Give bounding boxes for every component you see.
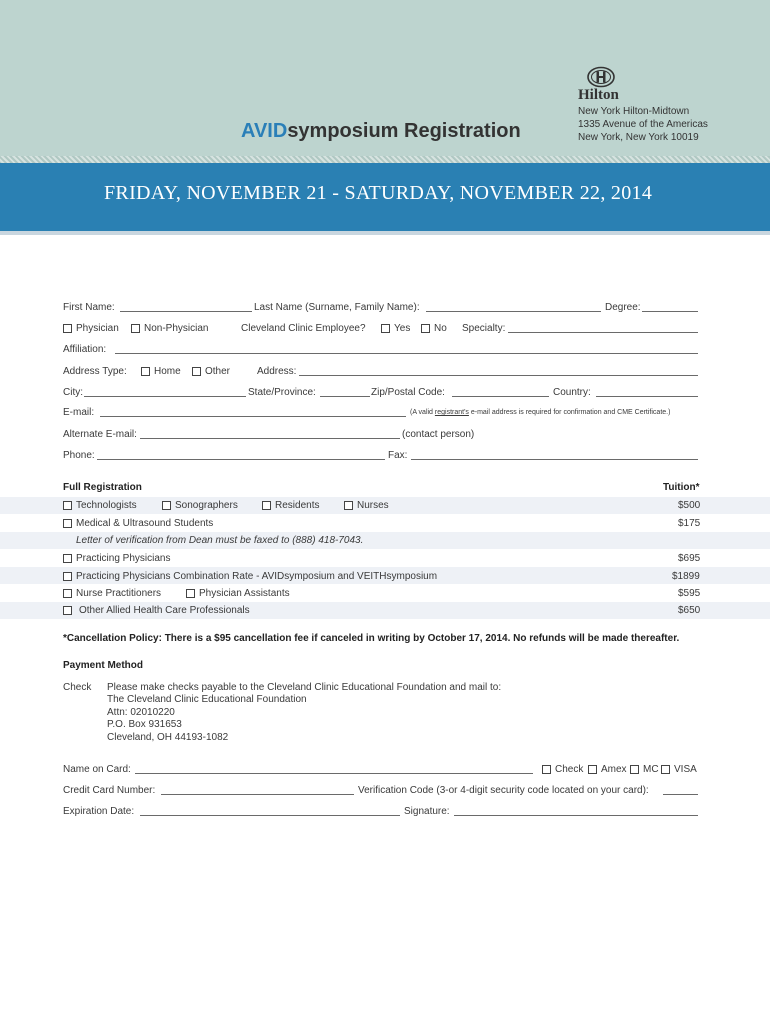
hotel-line: New York, New York 10019 — [578, 132, 699, 143]
physician-assistants-checkbox[interactable] — [186, 589, 195, 598]
hotel-line: New York Hilton-Midtown — [578, 106, 690, 117]
degree-label: Degree: — [605, 302, 641, 313]
mailing-address — [107, 694, 307, 744]
price-595: $595 — [678, 588, 701, 599]
hotel-address — [578, 105, 708, 144]
last-name-field[interactable] — [426, 311, 601, 312]
hilton-brand: Hilton — [578, 87, 619, 103]
check-instructions: Please make checks payable to the Cleveland Clinic Educational Foundation and mail to: — [107, 682, 502, 693]
nurses-checkbox[interactable] — [344, 501, 353, 510]
residents-checkbox[interactable] — [262, 501, 271, 510]
mc-checkbox[interactable] — [630, 765, 639, 774]
students-label: Medical & Ultrasound Students — [76, 518, 214, 529]
email-note-underline: registrant's — [434, 409, 469, 416]
other-address-checkbox[interactable] — [192, 367, 201, 376]
students-checkbox[interactable] — [63, 519, 72, 528]
alt-email-field[interactable] — [140, 438, 400, 439]
amex-checkbox[interactable] — [588, 765, 597, 774]
email-note-pre: (A valid — [410, 409, 435, 416]
name-on-card-field[interactable] — [135, 773, 533, 774]
price-650: $650 — [678, 605, 701, 616]
practicing-physicians-label: Practicing Physicians — [76, 553, 171, 564]
registration-heading: Full Registration — [63, 482, 142, 493]
price-500: $500 — [678, 500, 701, 511]
first-name-field[interactable] — [120, 311, 252, 312]
pay-check-checkbox[interactable] — [542, 765, 551, 774]
alt-email-label: Alternate E-mail: — [63, 429, 137, 440]
contact-person-label: (contact person) — [402, 429, 475, 440]
state-field[interactable] — [320, 396, 370, 397]
last-name-label: Last Name (Surname, Family Name): — [254, 302, 420, 313]
technologists-label: Technologists — [76, 500, 137, 511]
address-field[interactable] — [299, 375, 698, 376]
visa-checkbox[interactable] — [661, 765, 670, 774]
check-label: Check — [63, 682, 92, 693]
hotel-line: 1335 Avenue of the Americas — [578, 119, 708, 130]
phone-label: Phone: — [63, 450, 95, 461]
specialty-label: Specialty: — [462, 323, 506, 334]
amex-label: Amex — [601, 764, 627, 775]
zip-label: Zip/Postal Code: — [371, 387, 445, 398]
payment-heading: Payment Method — [63, 660, 144, 671]
price-1899: $1899 — [672, 571, 700, 582]
email-field[interactable] — [100, 416, 406, 417]
cancellation-policy: *Cancellation Policy: There is a $95 cancellation fee if canceled in writing by October 17, 2014. No refunds will be made thereafter. — [63, 633, 680, 644]
mailing-line: The Cleveland Clinic Educational Foundation — [107, 694, 307, 705]
employee-no-label: No — [434, 323, 447, 334]
employee-no-checkbox[interactable] — [421, 324, 430, 333]
cc-employee-label: Cleveland Clinic Employee? — [241, 323, 366, 334]
dean-letter-note: Letter of verification from Dean must be faxed to (888) 418-7043. — [76, 535, 364, 546]
verification-field[interactable] — [663, 794, 698, 795]
event-dates: FRIDAY, NOVEMBER 21 - SATURDAY, NOVEMBER 22, 2014 — [104, 182, 653, 204]
sonographers-label: Sonographers — [175, 500, 238, 511]
title-avid: AVID — [241, 120, 288, 142]
signature-field[interactable] — [454, 815, 698, 816]
pay-check-label: Check — [555, 764, 584, 775]
mailing-line: Attn: 02010220 — [107, 706, 175, 718]
nurses-label: Nurses — [357, 500, 389, 511]
affiliation-label: Affiliation: — [63, 344, 107, 355]
residents-label: Residents — [275, 500, 320, 511]
fax-label: Fax: — [388, 450, 408, 461]
combination-rate-checkbox[interactable] — [63, 572, 72, 581]
cc-number-label: Credit Card Number: — [63, 785, 156, 796]
state-label: State/Province: — [248, 387, 316, 398]
banner-shadow — [0, 231, 770, 235]
affiliation-field[interactable] — [115, 353, 698, 354]
name-on-card-label: Name on Card: — [63, 764, 131, 775]
sonographers-checkbox[interactable] — [162, 501, 171, 510]
mc-label: MC — [643, 764, 659, 775]
technologists-checkbox[interactable] — [63, 501, 72, 510]
mailing-line: Cleveland, OH 44193-1082 — [107, 731, 229, 743]
physician-checkbox[interactable] — [63, 324, 72, 333]
non-physician-label: Non-Physician — [144, 323, 209, 334]
specialty-field[interactable] — [508, 332, 698, 333]
address-type-label: Address Type: — [63, 366, 127, 377]
price-695: $695 — [678, 553, 701, 564]
verification-label: Verification Code (3-or 4-digit security code located on your card): — [358, 785, 649, 796]
signature-label: Signature: — [404, 806, 450, 817]
email-note — [410, 409, 670, 416]
home-checkbox[interactable] — [141, 367, 150, 376]
expiration-label: Expiration Date: — [63, 806, 135, 817]
degree-field[interactable] — [642, 311, 698, 312]
tuition-heading: Tuition* — [663, 482, 700, 493]
city-label: City: — [63, 387, 83, 398]
allied-health-label: Other Allied Health Care Professionals — [79, 605, 250, 616]
nurse-practitioners-label: Nurse Practitioners — [76, 588, 162, 599]
email-label: E-mail: — [63, 407, 95, 418]
zip-field[interactable] — [452, 396, 549, 397]
physician-label: Physician — [76, 323, 119, 334]
practicing-physicians-checkbox[interactable] — [63, 554, 72, 563]
title-rest: symposium Registration — [287, 120, 521, 142]
phone-field[interactable] — [97, 459, 385, 460]
allied-health-checkbox[interactable] — [63, 606, 72, 615]
non-physician-checkbox[interactable] — [131, 324, 140, 333]
mailing-line: P.O. Box 931653 — [107, 719, 182, 730]
nurse-practitioners-checkbox[interactable] — [63, 589, 72, 598]
home-label: Home — [154, 366, 181, 377]
employee-yes-label: Yes — [394, 323, 411, 334]
hilton-logo-icon — [586, 66, 616, 88]
country-label: Country: — [553, 387, 591, 398]
other-address-label: Other — [205, 366, 231, 377]
physician-assistants-label: Physician Assistants — [199, 588, 290, 599]
price-175: $175 — [678, 518, 701, 529]
expiration-field[interactable] — [140, 815, 400, 816]
email-note-post: e-mail address is required for confirmation and CME Certificate.) — [468, 409, 671, 416]
page-title — [241, 120, 521, 143]
visa-label: VISA — [674, 764, 697, 775]
country-field[interactable] — [596, 396, 698, 397]
fax-field[interactable] — [411, 459, 698, 460]
combination-rate-label: Practicing Physicians Combination Rate - AVIDsymposium and VEITHsymposium — [76, 571, 438, 582]
first-name-label: First Name: — [63, 302, 115, 313]
city-field[interactable] — [84, 396, 246, 397]
cc-number-field[interactable] — [161, 794, 354, 795]
address-label: Address: — [257, 366, 297, 377]
employee-yes-checkbox[interactable] — [381, 324, 390, 333]
